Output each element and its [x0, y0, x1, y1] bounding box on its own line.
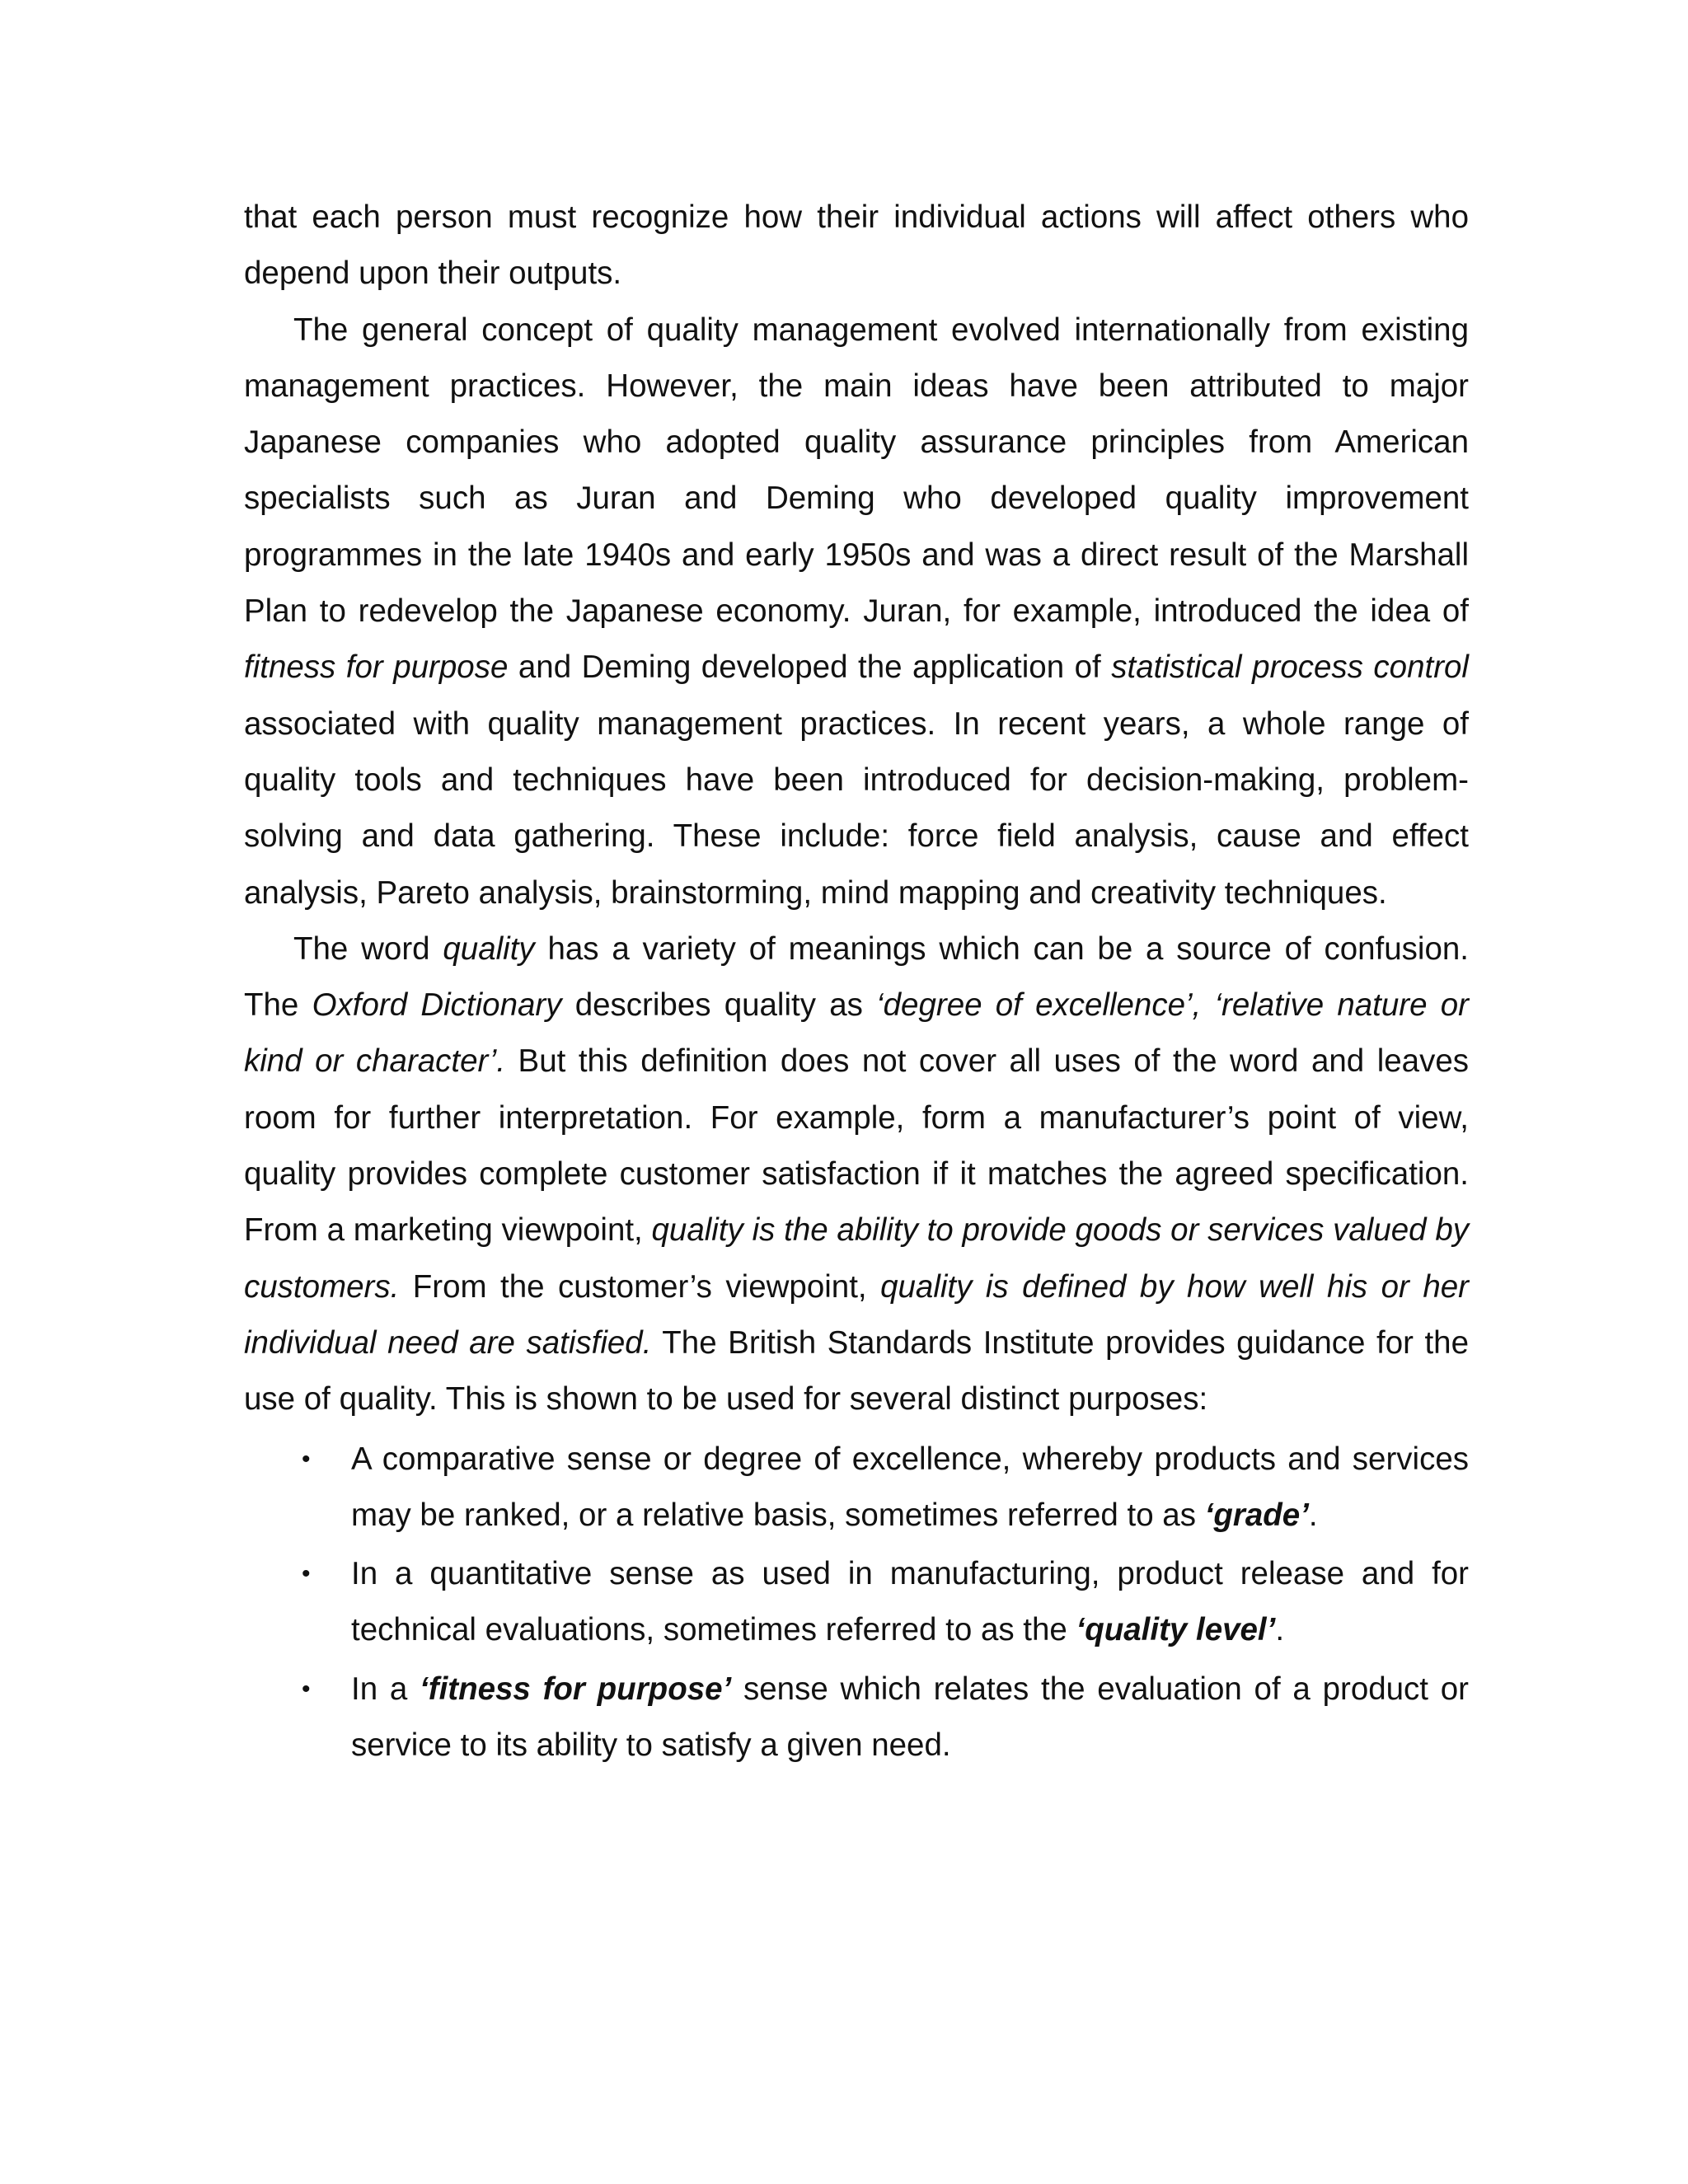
text-segment: associated with quality management practices. In recent years, a whole range of quality tools and techniques have been introduced for decision-making, problem-solving and data gathering. These include: force field analysis, cause and effect analysis, Pareto analysis, brainstorming, mind mapping and creativity techniques. — [244, 705, 1469, 911]
text-segment: that each person must recognize how their individual actions will affect others who depend upon their outputs. — [244, 199, 1469, 292]
bullet-icon: • — [302, 1445, 311, 1473]
text-segment: A comparative sense or degree of excellence, whereby products and services may be ranked, or a relative basis, sometimes referred to as — [351, 1441, 1469, 1533]
text-segment: . — [1275, 1612, 1285, 1648]
emphasis-dictionary-quote: ‘degree of excellence’, ‘relative nature or kind or character’. — [244, 987, 1469, 1080]
document-page — [244, 190, 1469, 1776]
text-segment: In a — [351, 1671, 420, 1707]
list-item — [244, 1661, 1469, 1774]
bullet-icon: • — [302, 1560, 311, 1588]
paragraph-quality-management-history — [244, 302, 1469, 921]
text-segment: . — [1308, 1497, 1318, 1533]
text-segment: The word — [293, 930, 443, 967]
text-segment: The general concept of quality management evolved internationally from existing management practices. However, the main ideas have been attributed to major Japanese companies who adopted quality assurance principles from American specialists such as Juran and Deming who developed quality improvement programmes in the late 1940s and early 1950s and was a direct result of the Marshall Plan to redevelop the Japanese economy. Juran, for example, introduced the idea of — [244, 312, 1469, 630]
text-segment: sense which relates the evaluation of a product or service to its ability to satisfy a given need. — [351, 1671, 1469, 1764]
emphasis-customer-definition: quality is defined by how well his or her individual need are satisfied. — [244, 1268, 1469, 1361]
text-segment: The British Standards Institute provides guidance for the use of quality. This is shown to be used for several distinct purposes: — [244, 1324, 1469, 1418]
emphasis-oxford-dictionary: Oxford Dictionary — [312, 987, 562, 1024]
term-grade: ‘grade’ — [1204, 1497, 1309, 1533]
text-segment: describes quality as — [561, 987, 877, 1024]
emphasis-marketing-definition: quality is the ability to provide goods or services valued by customers. — [244, 1212, 1469, 1305]
emphasis-statistical-process-control: statistical process control — [1111, 649, 1469, 686]
bullet-icon: • — [302, 1675, 311, 1703]
emphasis-fitness-for-purpose: fitness for purpose — [244, 649, 509, 686]
text-segment: has a variety of meanings which can be a source of confusion. The — [244, 930, 1469, 1024]
text-segment: But this definition does not cover all uses of the word and leaves room for further interpretation. For example, form a manufacturer’s point of view, quality provides complete customer satisfaction if it matches the agreed specification. From a marketing viewpoint, — [244, 1043, 1470, 1249]
paragraph-continuation — [244, 190, 1469, 302]
bullet-list — [244, 1432, 1469, 1774]
list-item — [244, 1432, 1469, 1544]
term-fitness-for-purpose: ‘fitness for purpose’ — [420, 1671, 732, 1707]
term-quality-level: ‘quality level’ — [1076, 1612, 1276, 1648]
text-segment: In a quantitative sense as used in manufacturing, product release and for technical evaluations, sometimes referred to as the — [351, 1556, 1469, 1648]
paragraph-quality-definitions — [244, 921, 1469, 1428]
text-segment: From the customer’s viewpoint, — [399, 1268, 881, 1305]
list-item — [244, 1546, 1469, 1659]
emphasis-quality: quality — [443, 930, 535, 967]
text-segment: and Deming developed the application of — [508, 649, 1112, 686]
